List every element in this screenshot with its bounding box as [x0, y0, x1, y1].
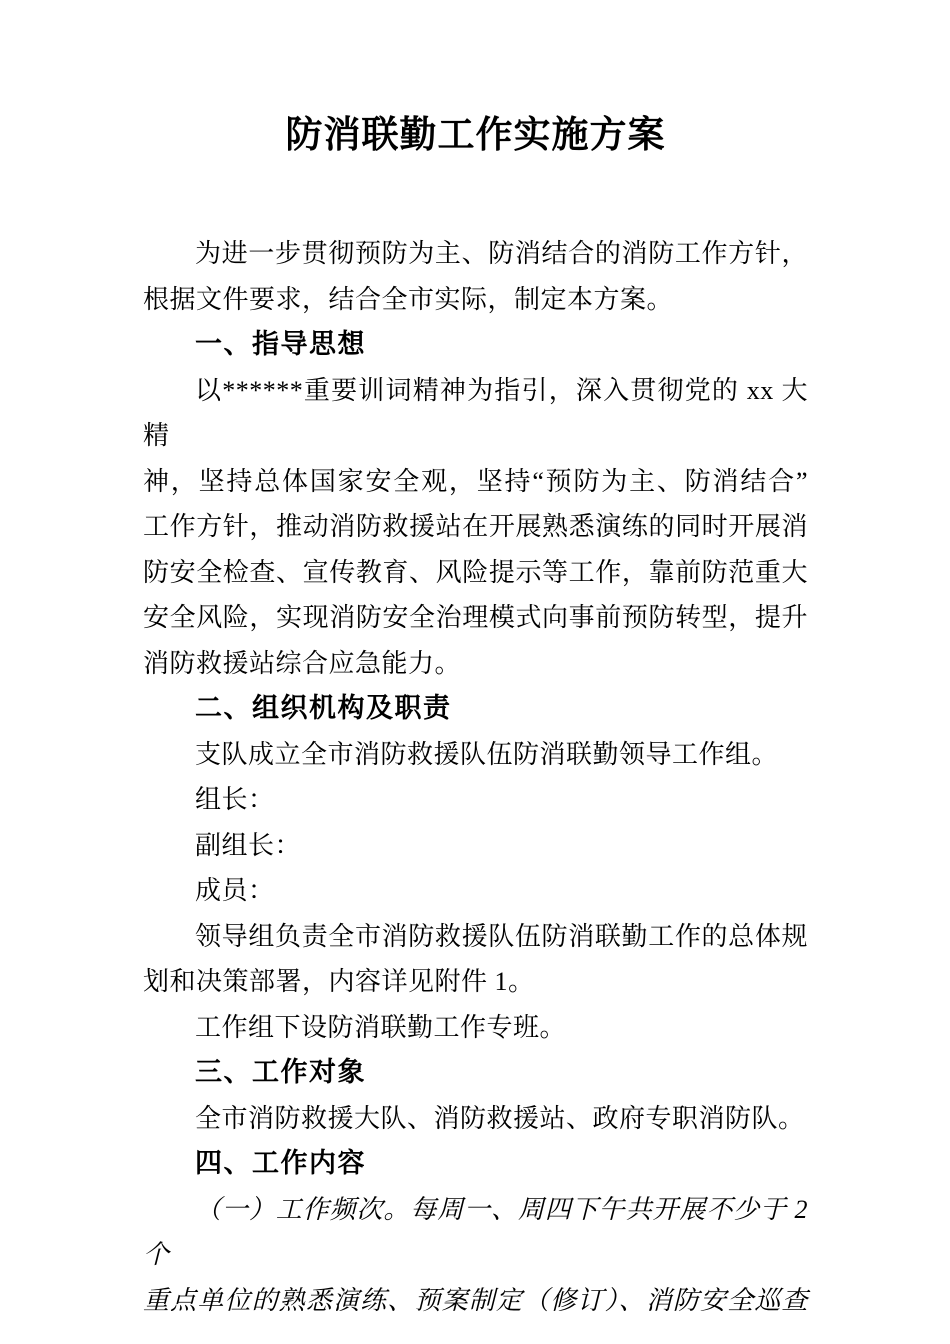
paragraph-work-team: 工作组下设防消联勤工作专班。 — [195, 1012, 567, 1042]
paragraph-ideology-line-4: 防安全检查、宣传教育、风险提示等工作，靠前防范重大 — [143, 557, 808, 587]
paragraph-ideology-line-1: 以******重要训词精神为指引，深入贯彻党的 xx 大精 — [143, 375, 808, 450]
section-heading-work-content: 四、工作内容 — [195, 1148, 366, 1178]
paragraph-ideology-line-6: 消防救援站综合应急能力。 — [143, 648, 462, 678]
paragraph-ideology-line-5: 安全风险，实现消防安全治理模式向事前预防转型，提升 — [143, 603, 808, 632]
paragraph-targets: 全市消防救援大队、消防救援站、政府专职消防队。 — [195, 1103, 805, 1133]
paragraph-org-setup: 支队成立全市消防救援队伍防消联勤领导工作组。 — [195, 739, 779, 769]
paragraph-deputy-leader: 副组长： — [195, 830, 302, 860]
document-title: 防消联勤工作实施方案 — [285, 115, 666, 156]
paragraph-ideology-line-3: 工作方针，推动消防救援站在开展熟悉演练的同时开展消 — [143, 512, 808, 541]
paragraph-group-leader: 组长： — [195, 785, 275, 814]
paragraph-intro-line-1: 为进一步贯彻预防为主、防消结合的消防工作方针， — [195, 239, 808, 268]
paragraph-frequency-line-1: （一）工作频次。每周一、周四下午共开展不少于 2 个 — [143, 1194, 808, 1269]
paragraph-ideology-line-2: 神，坚持总体国家安全观，坚持“预防为主、防消结合” — [143, 466, 808, 496]
paragraph-leader-duty-line-1: 领导组负责全市消防救援队伍防消联勤工作的总体规 — [195, 921, 808, 951]
paragraph-frequency-line-2: 重点单位的熟悉演练、预案制定（修订）、消防安全巡查 — [143, 1285, 808, 1315]
paragraph-leader-duty-line-2: 划和决策部署，内容详见附件 1。 — [143, 967, 535, 996]
paragraph-intro-line-2: 根据文件要求，结合全市实际，制定本方案。 — [143, 284, 674, 314]
section-heading-guiding-ideology: 一、指导思想 — [195, 329, 366, 359]
section-heading-organization: 二、组织机构及职责 — [195, 693, 452, 723]
section-heading-work-targets: 三、工作对象 — [195, 1057, 366, 1087]
paragraph-members: 成员： — [195, 876, 275, 905]
